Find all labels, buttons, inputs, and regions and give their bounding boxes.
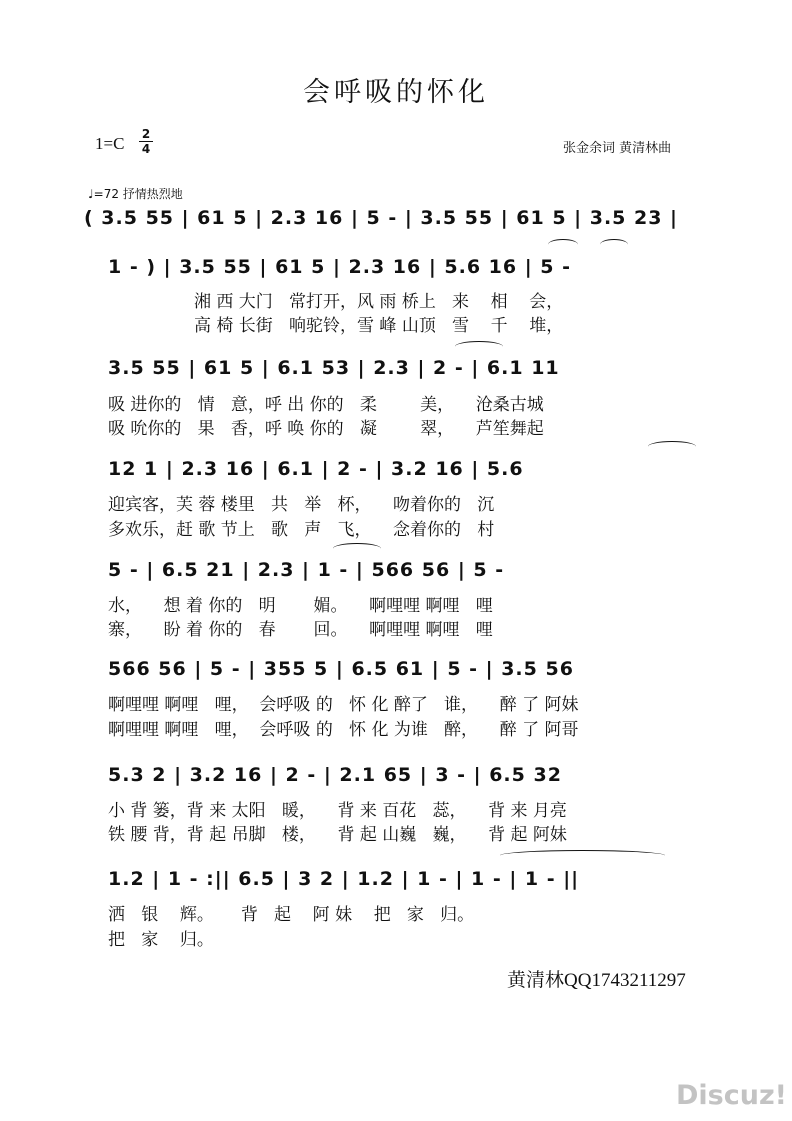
notation-row (84, 205, 678, 229)
lyrics-line: 啊哩哩 啊哩 哩， 会呼吸 的 怀 化 醉了 谁， 醉 了 阿妹 (108, 695, 579, 715)
lyrics-line: 把 家 归。 (108, 930, 214, 950)
tie (500, 850, 665, 861)
notation-row-text: 5.3 2 | 3.2 16 | 2 - | 2.1 65 | 3 - | 6.5 32 (108, 764, 562, 786)
lyrics-line: 吸 进你的 情 意，呼 出 你的 柔 美， 沧桑古城 (108, 395, 544, 415)
lyrics-line: 多欢乐，赶 歌 节上 歌 声 飞， 念着你的 村 (108, 520, 495, 540)
notation-row (108, 355, 560, 379)
time-signature-top: 2 (141, 127, 151, 141)
time-signature-bottom: 4 (141, 142, 151, 156)
watermark-logo: Discuz! (676, 1080, 787, 1111)
notation-row (108, 866, 579, 890)
notation-row (108, 254, 571, 278)
notation-row (108, 762, 562, 786)
slur (333, 543, 381, 554)
time-signature (139, 128, 153, 155)
notation-row (108, 557, 504, 581)
notation-row-text: 1 - ) | 3.5 55 | 61 5 | 2.3 16 | 5.6 16 | 5 - (108, 256, 571, 278)
page-title: 会呼吸的怀化 (303, 77, 489, 108)
notation-row-text: 12 1 | 2.3 16 | 6.1 | 2 - | 3.2 16 | 5.6 (108, 458, 524, 480)
slur (548, 239, 578, 250)
notation-row (108, 456, 524, 480)
notation-row (108, 656, 574, 680)
lyrics-line: 水， 想 着 你的 明 媚。 啊哩哩 啊哩 哩 (108, 596, 493, 616)
lyrics-line: 湘 西 大门 常打开，风 雨 桥上 来 相 会， (194, 292, 564, 312)
key-signature: 1=C (95, 134, 125, 153)
notation-row-text: 5 - | 6.5 21 | 2.3 | 1 - | 566 56 | 5 - (108, 559, 505, 581)
credits: 张金余词 黄清林曲 (563, 141, 672, 156)
lyrics-line: 小 背 篓，背 来 太阳 暖， 背 来 百花 蕊， 背 来 月亮 (108, 801, 567, 821)
notation-row-text: 1.2 | 1 - :|| 6.5 | 3 2 | 1.2 | 1 - | 1 - | 1 - || (108, 868, 580, 890)
lyrics-line: 吸 吮你的 果 香，呼 唤 你的 凝 翠， 芦笙舞起 (108, 419, 544, 439)
lyrics-line: 啊哩哩 啊哩 哩， 会呼吸 的 怀 化 为谁 醉， 醉 了 阿哥 (108, 720, 579, 740)
slur (455, 341, 503, 352)
slur (600, 239, 628, 250)
notation-row-text: 566 56 | 5 - | 355 5 | 6.5 61 | 5 - | 3.5 56 (108, 658, 574, 680)
tempo-marking: ♩=72 抒情热烈地 (88, 187, 183, 201)
notation-row-text: ( 3.5 55 | 61 5 | 2.3 16 | 5 - | 3.5 55 | 61 5 | 3.5 23 | (84, 207, 678, 229)
lyrics-line: 铁 腰 背，背 起 吊脚 楼， 背 起 山巍 巍， 背 起 阿妹 (108, 825, 567, 845)
lyrics-line: 迎宾客，芙 蓉 楼里 共 举 杯， 吻着你的 沉 (108, 495, 495, 515)
notation-row-text: 3.5 55 | 61 5 | 6.1 53 | 2.3 | 2 - | 6.1 11 (108, 357, 560, 379)
arranger-signature: 黄清林QQ1743211297 (507, 970, 686, 991)
slur (648, 441, 696, 452)
lyrics-line: 洒 银 辉。 背 起 阿 妹 把 家 归。 (108, 905, 475, 925)
lyrics-line: 高 椅 长街 响驼铃，雪 峰 山顶 雪 千 堆， (194, 316, 564, 336)
lyrics-line: 寨， 盼 着 你的 春 回。 啊哩哩 啊哩 哩 (108, 620, 493, 640)
